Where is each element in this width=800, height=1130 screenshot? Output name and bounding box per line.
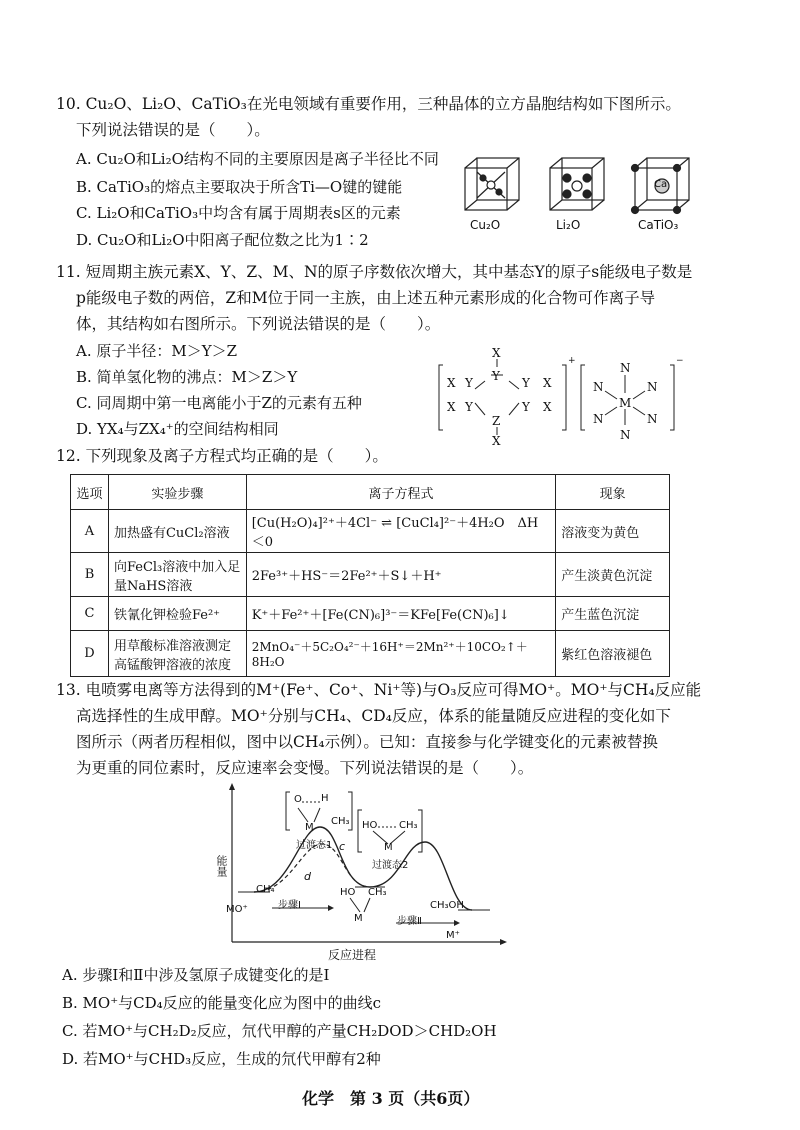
q10-option-b: B. CaTiO₃的熔点主要取决于所含Ti—O键的键能 [76, 178, 403, 196]
row-b-equation: 2Fe³⁺＋HS⁻＝2Fe²⁺＋S↓＋H⁺ [246, 553, 555, 597]
row-b-option: B [71, 553, 109, 597]
ca-label: Ca [654, 179, 668, 190]
struct-plus: + [568, 356, 576, 366]
q10-option-c: C. Li₂O和CaTiO₃中均含有属于周期表s区的元素 [76, 204, 401, 222]
table-row [71, 631, 670, 677]
q12-table [70, 474, 670, 677]
row-d-option: D [71, 631, 109, 677]
q13-option-a: A. 步骤Ⅰ和Ⅱ中涉及氢原子成键变化的是Ⅰ [62, 966, 330, 984]
table-row [71, 510, 670, 553]
energy-axis-label: 能量 [215, 855, 228, 877]
intermediate-ch3: CH₃ [368, 887, 387, 898]
row-c-option: C [71, 597, 109, 631]
struct-n-top: N [620, 361, 631, 375]
step1-label: 步骤Ⅰ [278, 900, 301, 911]
row-b-step: 向FeCl₃溶液中加入足量NaHS溶液 [108, 553, 246, 597]
step2-label: 步骤Ⅱ [397, 916, 422, 927]
row-c-step: 铁氰化钾检验Fe²⁺ [108, 597, 246, 631]
ts2-ch3: CH₃ [399, 820, 418, 831]
q11-option-a: A. 原子半径：M＞Y＞Z [76, 342, 238, 360]
struct-n-left2: N [593, 412, 604, 426]
table-row [71, 553, 670, 597]
row-a-step: 加热盛有CuCl₂溶液 [108, 510, 246, 553]
catio3-label: CaTiO₃ [638, 218, 679, 232]
row-c-phenomenon: 产生蓝色沉淀 [556, 597, 670, 631]
struct-y-left1: Y [465, 376, 473, 390]
q13-stem-line4: 为更重的同位素时，反应速率会变慢。下列说法错误的是（ ）。 [76, 759, 534, 777]
curve-d-label: d [304, 870, 311, 883]
q10-stem-line2: 下列说法错误的是（ ）。 [76, 121, 270, 139]
row-a-equation: [Cu(H₂O)₄]²⁺＋4Cl⁻ ⇌ [CuCl₄]²⁻＋4H₂O ΔH＜0 [246, 510, 555, 553]
ts2-ho: HO [362, 820, 378, 831]
row-b-phenomenon: 产生淡黄色沉淀 [556, 553, 670, 597]
header-phenomenon: 现象 [556, 475, 670, 510]
table-row [71, 597, 670, 631]
struct-x-right1: X [543, 376, 552, 390]
header-equation: 离子方程式 [246, 475, 555, 510]
struct-n-left1: N [593, 380, 604, 394]
ts1-ch3: CH₃ [331, 816, 350, 827]
header-option: 选项 [71, 475, 109, 510]
q13-option-b: B. MO⁺与CD₄反应的能量变化应为图中的曲线c [62, 994, 382, 1012]
cu2o-label: Cu₂O [470, 218, 501, 232]
struct-n-right1: N [647, 380, 658, 394]
row-d-equation: 2MnO₄⁻＋5C₂O₄²⁻＋16H⁺＝2Mn²⁺＋10CO₂↑＋8H₂O [246, 631, 555, 677]
q11-stem-line2: p能级电子数的两倍，Z和M位于同一主族，由上述五种元素形成的化合物可作离子导 [76, 289, 656, 307]
q10-stem-line1: 10. Cu₂O、Li₂O、CaTiO₃在光电领域有重要作用，三种晶体的立方晶胞结构如下图所示。 [56, 95, 681, 113]
q11-stem-line1: 11. 短周期主族元素X、Y、Z、M、N的原子序数依次增大，其中基态Y的原子s能级电子数是 [56, 263, 693, 281]
intermediate-m: M [354, 913, 363, 924]
product-m: M⁺ [446, 930, 460, 941]
struct-y-right1: Y [522, 376, 530, 390]
q10-option-d: D. Cu₂O和Li₂O中阳离子配位数之比为1∶2 [76, 231, 369, 249]
li2o-cell [550, 158, 604, 210]
struct-n-bottom: N [620, 428, 631, 442]
row-d-phenomenon: 紫红色溶液褪色 [556, 631, 670, 677]
q11-option-b: B. 简单氢化物的沸点：M＞Z＞Y [76, 368, 298, 386]
product-ch3oh: CH₃OH [430, 900, 464, 911]
reactant-ch4: CH₄ [256, 884, 275, 895]
q11-structure-figure [435, 345, 685, 445]
row-a-phenomenon: 溶液变为黄色 [556, 510, 670, 553]
ts1-o: O [294, 794, 302, 805]
ts2-label: 过渡态2 [372, 860, 409, 871]
struct-minus: − [676, 356, 684, 366]
ts2-m: M [384, 842, 393, 853]
struct-x-right2: X [543, 400, 552, 414]
q11-option-d: D. YX₄与ZX₄⁺的空间结构相同 [76, 420, 279, 438]
ts1-label: 过渡态1 [296, 840, 333, 851]
reactant-mo: MO⁺ [226, 904, 248, 915]
q12-table-header [71, 475, 670, 510]
curve-c-label: c [339, 840, 346, 853]
ts1-m: M [305, 822, 314, 833]
row-d-step: 用草酸标准溶液测定高锰酸钾溶液的浓度 [108, 631, 246, 677]
struct-y-right2: Y [522, 400, 530, 414]
q11-stem-line3: 体，其结构如右图所示。下列说法错误的是（ ）。 [76, 315, 441, 333]
q13-option-c: C. 若MO⁺与CH₂D₂反应，氘代甲醇的产量CH₂DOD＞CHD₂OH [62, 1022, 497, 1040]
struct-n-right2: N [647, 412, 658, 426]
q13-energy-diagram [210, 782, 510, 960]
struct-x-bottom: X [492, 434, 501, 445]
header-step: 实验步骤 [108, 475, 246, 510]
struct-m: M [619, 396, 632, 410]
struct-x-left1: X [447, 376, 456, 390]
q13-option-d: D. 若MO⁺与CHD₃反应，生成的氘代甲醇有2种 [62, 1050, 381, 1068]
struct-z: Z [492, 414, 501, 428]
ts1-h: H [321, 793, 329, 804]
q13-stem-line2: 高选择性的生成甲醇。MO⁺分别与CH₄、CD₄反应，体系的能量随反应进程的变化如下 [76, 707, 671, 725]
progress-axis-label: 反应进程 [328, 948, 377, 962]
cu2o-cell [465, 158, 519, 210]
row-c-equation: K⁺＋Fe²⁺＋[Fe(CN)₆]³⁻＝KFe[Fe(CN)₆]↓ [246, 597, 555, 631]
page-footer: 化学 第 3 页（共6页） [302, 1089, 480, 1108]
q13-stem-line1: 13. 电喷雾电离等方法得到的M⁺(Fe⁺、Co⁺、Ni⁺等)与O₃反应可得MO⁺。MO⁺与CH₄反应能 [56, 681, 702, 699]
struct-y-top: Y [492, 369, 500, 383]
struct-x-top: X [492, 346, 501, 360]
q13-stem-line3: 图所示（两者历程相似，图中以CH₄示例）。已知：直接参与化学键变化的元素被替换 [76, 733, 658, 751]
struct-y-left2: Y [465, 400, 473, 414]
intermediate-ho: HO [340, 887, 356, 898]
row-a-option: A [71, 510, 109, 553]
li2o-label: Li₂O [556, 218, 581, 232]
q10-option-a: A. Cu₂O和Li₂O结构不同的主要原因是离子半径比不同 [76, 150, 439, 168]
q11-option-c: C. 同周期中第一电离能小于Z的元素有五种 [76, 394, 362, 412]
struct-x-left2: X [447, 400, 456, 414]
q12-stem: 12. 下列现象及离子方程式均正确的是（ ）。 [56, 447, 388, 465]
